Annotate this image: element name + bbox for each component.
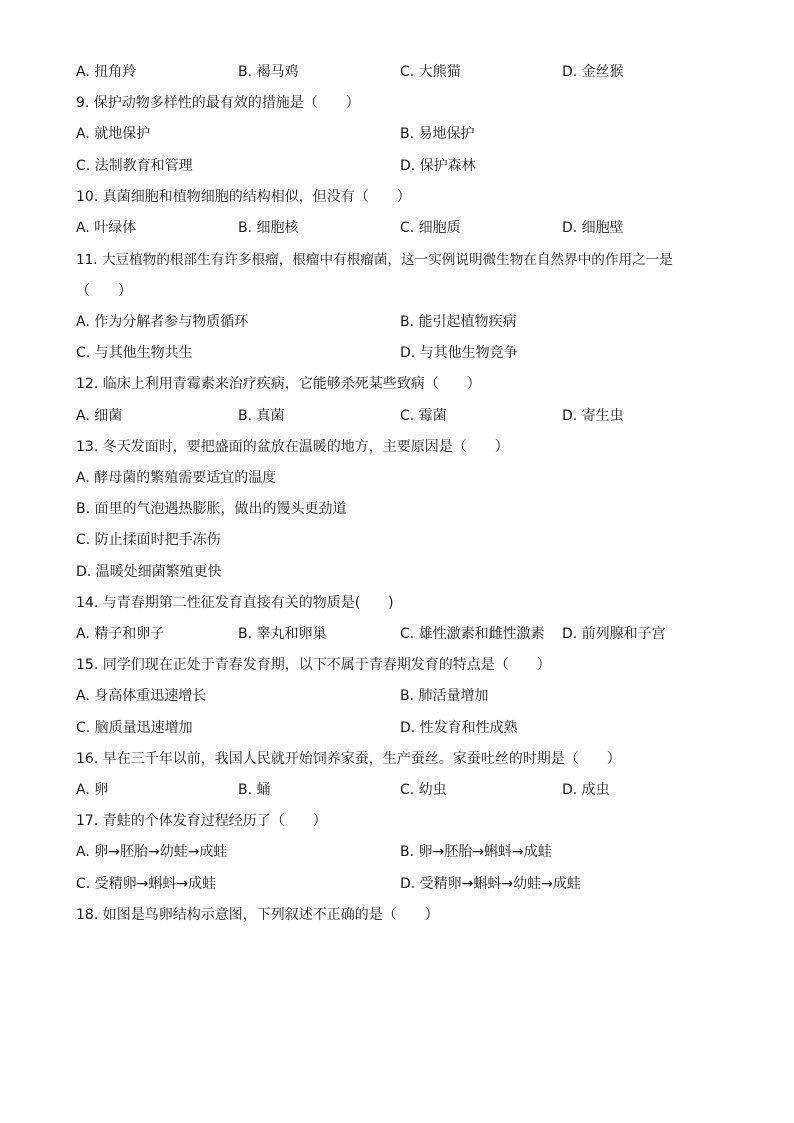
q17-option-c[interactable]: C. 受精卵→蝌蚪→成蛙 bbox=[76, 876, 217, 892]
q12-option-d[interactable]: D. 寄生虫 bbox=[562, 408, 624, 424]
q14-stem: 14. 与青春期第二性征发育直接有关的物质是( ) bbox=[76, 595, 394, 611]
q12-option-b[interactable]: B. 真菌 bbox=[238, 408, 285, 424]
q12-option-c[interactable]: C. 霉菌 bbox=[400, 408, 447, 424]
q15-option-b[interactable]: B. 肺活量增加 bbox=[400, 688, 489, 704]
q16-option-b[interactable]: B. 蛹 bbox=[238, 782, 271, 798]
q8-option-c[interactable]: C. 大熊猫 bbox=[400, 64, 461, 80]
q9-stem: 9. 保护动物多样性的最有效的措施是（ ） bbox=[76, 95, 360, 111]
q13-option-c[interactable]: C. 防止揉面时把手冻伤 bbox=[76, 532, 221, 548]
q11-option-d[interactable]: D. 与其他生物竞争 bbox=[400, 345, 518, 361]
q18-stem: 18. 如图是鸟卵结构示意图，下列叙述不正确的是（ ） bbox=[76, 907, 439, 923]
q9-option-b[interactable]: B. 易地保护 bbox=[400, 126, 475, 142]
q16-option-d[interactable]: D. 成虫 bbox=[562, 782, 610, 798]
q13-stem: 13. 冬天发面时，要把盛面的盆放在温暖的地方，主要原因是（ ） bbox=[76, 439, 509, 455]
q10-option-b[interactable]: B. 细胞核 bbox=[238, 220, 299, 236]
q8-option-a[interactable]: A. 扭角羚 bbox=[76, 64, 137, 80]
q9-option-a[interactable]: A. 就地保护 bbox=[76, 126, 151, 142]
q16-stem: 16. 早在三千年以前，我国人民就开始饲养家蚕，生产蚕丝。家蚕吐丝的时期是（ ） bbox=[76, 751, 621, 767]
q15-option-d[interactable]: D. 性发育和性成熟 bbox=[400, 720, 518, 736]
q15-option-c[interactable]: C. 脑质量迅速增加 bbox=[76, 720, 193, 736]
q14-option-b[interactable]: B. 睾丸和卵巢 bbox=[238, 626, 327, 642]
q13-option-a[interactable]: A. 酵母菌的繁殖需要适宜的温度 bbox=[76, 470, 277, 486]
q10-option-d[interactable]: D. 细胞壁 bbox=[562, 220, 624, 236]
q14-option-a[interactable]: A. 精子和卵子 bbox=[76, 626, 165, 642]
q9-option-c[interactable]: C. 法制教育和管理 bbox=[76, 158, 193, 174]
q10-option-c[interactable]: C. 细胞质 bbox=[400, 220, 461, 236]
q9-option-d[interactable]: D. 保护森林 bbox=[400, 158, 476, 174]
q16-option-a[interactable]: A. 卵 bbox=[76, 782, 109, 798]
q14-option-d[interactable]: D. 前列腺和子宫 bbox=[562, 626, 666, 642]
q11-option-c[interactable]: C. 与其他生物共生 bbox=[76, 345, 193, 361]
q8-option-b[interactable]: B. 褐马鸡 bbox=[238, 64, 299, 80]
q11-stem: 11. 大豆植物的根部生有许多根瘤，根瘤中有根瘤菌，这一实例说明微生物在自然界中的作用之一是 bbox=[76, 252, 673, 268]
q10-stem: 10. 真菌细胞和植物细胞的结构相似，但没有（ ） bbox=[76, 189, 411, 205]
q17-option-d[interactable]: D. 受精卵→蝌蚪→幼蛙→成蛙 bbox=[400, 876, 581, 892]
q11-option-b[interactable]: B. 能引起植物疾病 bbox=[400, 314, 517, 330]
q8-option-d[interactable]: D. 金丝猴 bbox=[562, 64, 624, 80]
q14-option-c[interactable]: C. 雄性激素和雌性激素 bbox=[400, 626, 545, 642]
q17-option-b[interactable]: B. 卵→胚胎→蝌蚪→成蛙 bbox=[400, 844, 552, 860]
q10-option-a[interactable]: A. 叶绿体 bbox=[76, 220, 137, 236]
q17-option-a[interactable]: A. 卵→胚胎→幼蛙→成蛙 bbox=[76, 844, 228, 860]
q12-stem: 12. 临床上利用青霉素来治疗疾病，它能够杀死某些致病（ ） bbox=[76, 376, 481, 392]
q13-option-d[interactable]: D. 温暖处细菌繁殖更快 bbox=[76, 564, 222, 580]
q17-stem: 17. 青蛙的个体发育过程经历了（ ） bbox=[76, 813, 327, 829]
q11-stem-continued: （ ） bbox=[76, 283, 132, 299]
q13-option-b[interactable]: B. 面里的气泡遇热膨胀，做出的馒头更劲道 bbox=[76, 501, 347, 517]
q15-option-a[interactable]: A. 身高体重迅速增长 bbox=[76, 688, 207, 704]
q16-option-c[interactable]: C. 幼虫 bbox=[400, 782, 447, 798]
q12-option-a[interactable]: A. 细菌 bbox=[76, 408, 123, 424]
q15-stem: 15. 同学们现在正处于青春发育期，以下不属于青春期发育的特点是（ ） bbox=[76, 657, 551, 673]
q11-option-a[interactable]: A. 作为分解者参与物质循环 bbox=[76, 314, 249, 330]
